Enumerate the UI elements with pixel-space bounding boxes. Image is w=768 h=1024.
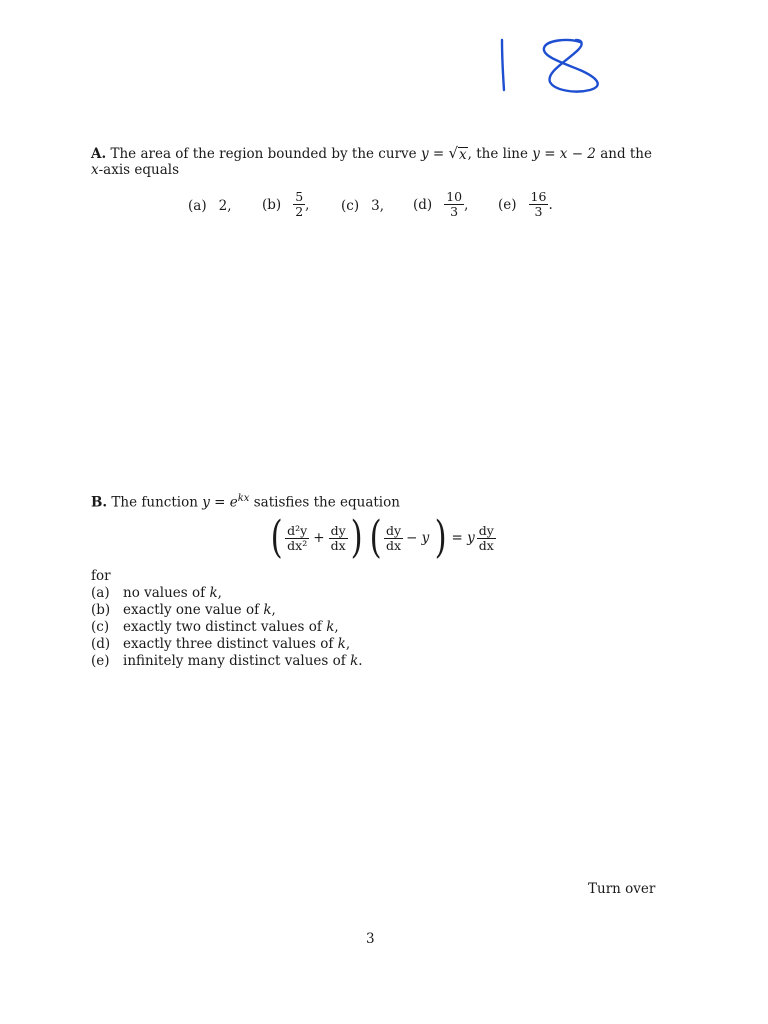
var-y: y <box>420 146 429 162</box>
line-equation: y = x − 2 <box>532 146 596 162</box>
second-derivative: $\frac{\text{d²y}}{\text{dx²}}$ <box>287 522 308 553</box>
first-derivative-1: $\frac{dy}{dx}$ <box>330 522 346 553</box>
first-derivative-3: $\frac{dy}{dx}$ <box>478 522 494 553</box>
option-b-b: (b) exactly one value of k, <box>91 602 276 618</box>
option-b-c: (c) exactly two distinct values of k, <box>91 619 339 635</box>
question-a-text-3: and the <box>600 146 652 162</box>
question-a-line1 <box>91 145 661 163</box>
question-b-label: B. <box>91 494 108 511</box>
handwritten-score-mark <box>480 30 620 100</box>
equals-sign: = <box>432 146 445 162</box>
question-a-line2 <box>91 162 179 179</box>
option-a-c: (c) 3, <box>341 198 384 214</box>
var-x: x <box>91 162 99 178</box>
page-number: 3 <box>366 931 375 947</box>
exp-function: y = e <box>202 494 238 511</box>
option-a-d: (d) $\frac{10}{3}$ , <box>413 189 469 219</box>
question-b-text-1: The function <box>111 494 198 511</box>
option-b-d: (d) exactly three distinct values of k, <box>91 636 351 652</box>
first-derivative-2: $\frac{dy}{dx}$ <box>385 522 402 553</box>
option-b-e: (e) infinitely many distinct values of k. <box>91 653 363 669</box>
question-b-intro <box>91 490 400 512</box>
option-a-e: (e) $\frac{16}{3}$ . <box>498 189 553 219</box>
question-a-text-1: The area of the region bounded by the curve <box>110 146 417 162</box>
question-a-text-4: -axis equals <box>98 162 180 178</box>
exponent: kx <box>237 493 250 504</box>
question-a-label: A. <box>91 146 107 162</box>
for-label: for <box>91 568 111 584</box>
sqrt-x: √ x <box>448 144 467 163</box>
option-a-b: (b) $\frac{5}{2}$ , <box>262 189 310 219</box>
option-a-a: (a) 2, <box>188 198 232 214</box>
question-a-text-2: , the line <box>467 146 528 162</box>
turn-over-note: Turn over <box>588 881 656 897</box>
question-b-text-2: satisfies the equation <box>253 494 400 511</box>
differential-equation: ( $\frac{\text{d²y}}{\text{dx²}}$ + $\frac{dy}{dx}$ ) ( $\frac{dy}{dx}$ − y ) = y $\frac{dy}{dx}$ <box>270 512 494 563</box>
option-b-a: (a) no values of k, <box>91 585 222 601</box>
